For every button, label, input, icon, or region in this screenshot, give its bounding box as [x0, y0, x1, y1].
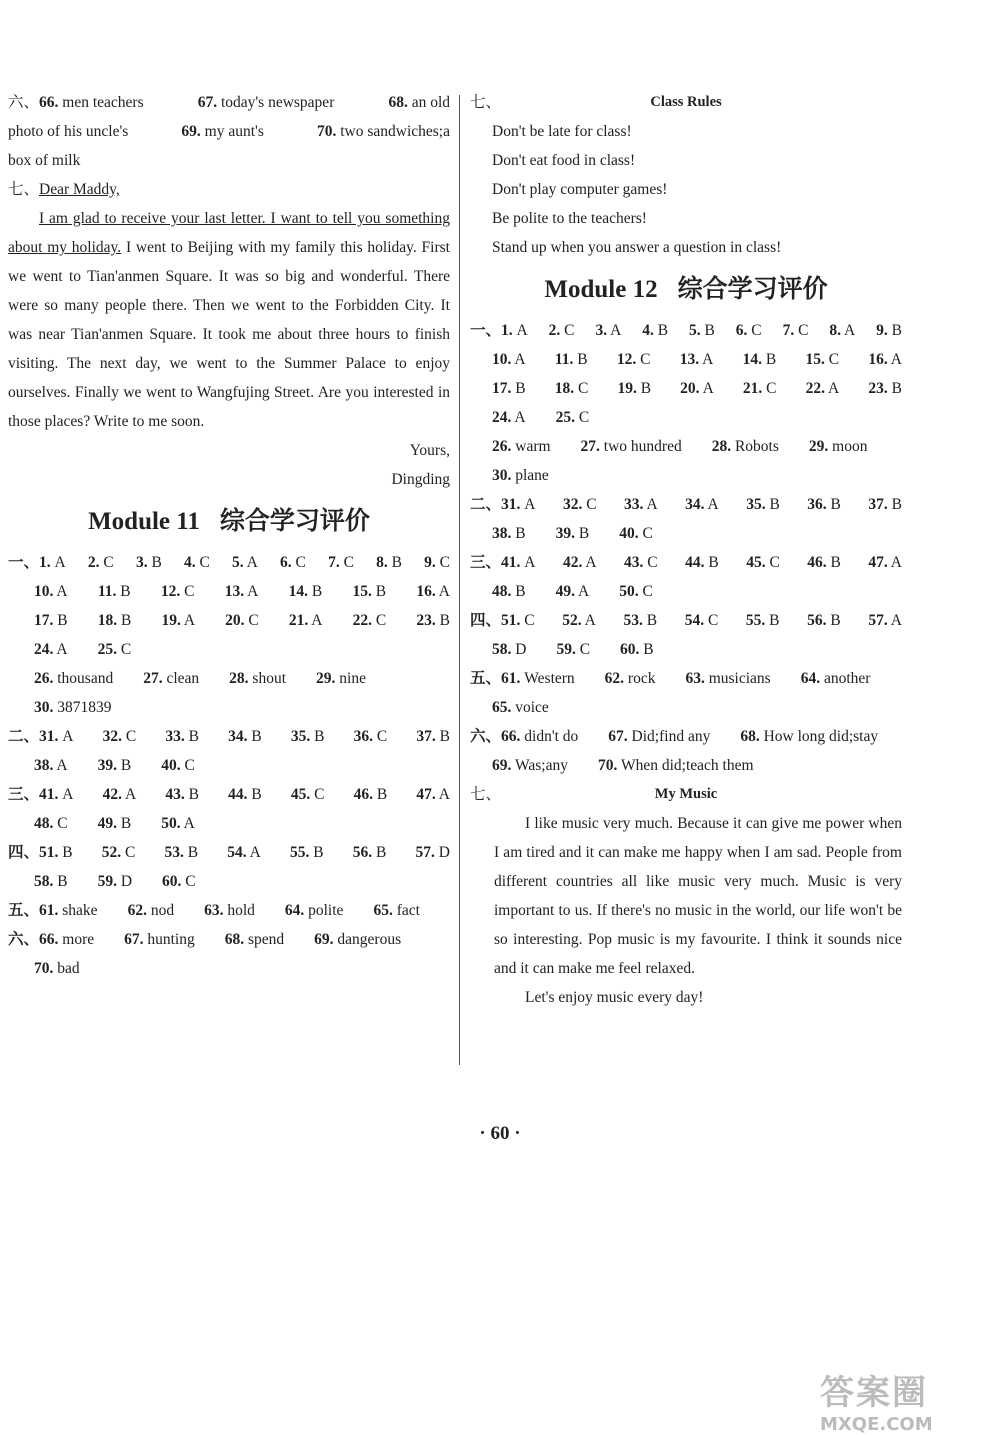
answer-item: 2. C	[548, 322, 575, 339]
answer-row	[8, 722, 450, 751]
answer-item: 7. C	[782, 322, 809, 339]
answer-item: 70. When did;teach them	[597, 757, 754, 774]
answer-row	[470, 693, 902, 722]
answer-item: 一、1. A	[8, 554, 66, 571]
answer-row	[8, 925, 450, 954]
answer-item: 43. C	[624, 554, 658, 571]
answer-item: 20. A	[680, 380, 714, 397]
class-rules-header: 七、 Class Rules	[470, 94, 722, 111]
answer-item: 53. B	[164, 844, 199, 861]
answer-item: 四、51. B	[8, 844, 73, 861]
answer-row	[8, 664, 450, 693]
module-12-answers	[470, 316, 902, 780]
module-11-heading: Module 11 综合学习评价	[88, 506, 370, 535]
answer-item: 15. C	[805, 351, 840, 368]
answer-item: 2. C	[87, 554, 114, 571]
answer-item: 27. two hundred	[580, 438, 682, 455]
class-rule-item: Don't eat food in class!	[492, 152, 636, 169]
answer-item: 4. C	[183, 554, 210, 571]
answer-item: 22. A	[805, 380, 840, 397]
answer-row	[8, 751, 450, 780]
s6-line-3: box of milk	[8, 152, 81, 169]
answer-row	[470, 635, 902, 664]
my-music-header: 七、 My Music	[470, 786, 718, 803]
answer-item: 52. C	[101, 844, 136, 861]
letter-closing: Yours,	[409, 442, 450, 459]
answer-row	[8, 577, 450, 606]
answer-item: 64. another	[800, 670, 871, 687]
answer-row	[8, 606, 450, 635]
answer-item: 35. B	[290, 728, 325, 745]
answer-item: 60. C	[162, 873, 196, 890]
answer-item: 63. musicians	[685, 670, 771, 687]
letter-signature: Dingding	[391, 471, 450, 488]
answer-row	[470, 519, 902, 548]
answer-item: 56. B	[807, 612, 841, 629]
answer-row	[470, 577, 902, 606]
answer-row	[8, 635, 450, 664]
answer-item: 65. fact	[373, 902, 420, 919]
answer-item: 26. warm	[492, 438, 551, 455]
answer-item: 23. B	[416, 612, 450, 629]
answer-item: 35. B	[746, 496, 780, 513]
answer-row	[470, 345, 902, 374]
answer-row	[470, 461, 902, 490]
answer-item: 二、31. A	[470, 496, 536, 513]
answer-item: 17. B	[34, 612, 68, 629]
answer-row	[8, 838, 450, 867]
answer-item: 一、1. A	[470, 322, 528, 339]
answer-item: 32. C	[102, 728, 137, 745]
answer-item: 55. B	[290, 844, 324, 861]
answer-item: 21. C	[742, 380, 777, 397]
module-11-answers	[8, 548, 450, 983]
answer-item: 34. A	[685, 496, 719, 513]
answer-item: 46. B	[353, 786, 388, 803]
answer-item: 27. clean	[143, 670, 200, 687]
column-divider	[459, 95, 460, 1065]
answer-item: 59. C	[556, 641, 591, 658]
answer-item: 15. B	[352, 583, 387, 600]
answer-item: 52. A	[562, 612, 596, 629]
answer-item: 58. B	[34, 873, 68, 890]
answer-row	[470, 664, 902, 693]
answer-item: 44. B	[685, 554, 719, 571]
answer-item: 14. B	[742, 351, 777, 368]
answer-row	[470, 490, 902, 519]
answer-item: 44. B	[228, 786, 262, 803]
answer-item: 59. D	[97, 873, 133, 890]
answer-item: 5. B	[689, 322, 715, 339]
answer-row	[8, 780, 450, 809]
answer-row	[470, 316, 902, 345]
answer-item: 13. A	[224, 583, 259, 600]
answer-item: 45. C	[290, 786, 325, 803]
answer-item: 70. bad	[34, 960, 80, 977]
answer-item: 16. A	[416, 583, 450, 600]
answer-item: 49. A	[555, 583, 590, 600]
answer-item: 30. plane	[492, 467, 549, 484]
answer-item: 45. C	[746, 554, 780, 571]
answer-item: 28. Robots	[711, 438, 779, 455]
answer-item: 29. nine	[316, 670, 366, 687]
answer-item: 28. shout	[229, 670, 287, 687]
answer-item: 37. B	[416, 728, 450, 745]
answer-item: 五、61. Western	[470, 670, 575, 687]
answer-item: 13. A	[679, 351, 714, 368]
answer-item: 16. A	[868, 351, 902, 368]
answer-item: 33. A	[624, 496, 658, 513]
answer-item: 68. spend	[224, 931, 285, 948]
answer-row	[470, 403, 902, 432]
answer-item: 26. thousand	[34, 670, 114, 687]
class-rule-item: Don't be late for class!	[492, 123, 632, 140]
answer-item: 8. A	[829, 322, 856, 339]
answer-item: 6. C	[735, 322, 762, 339]
answer-item: 67. Did;find any	[608, 728, 711, 745]
answer-item: 53. B	[623, 612, 658, 629]
answer-item: 58. D	[492, 641, 527, 658]
answer-item: 六、66. didn't do	[470, 728, 579, 745]
s6-line-1: 六、66. men teachers 67. today's newspaper 68. an old	[8, 94, 450, 111]
answer-item: 37. B	[868, 496, 902, 513]
answer-item: 67. hunting	[124, 931, 195, 948]
answer-item: 25. C	[97, 641, 132, 658]
answer-item: 12. C	[616, 351, 651, 368]
answer-item: 六、66. more	[8, 931, 95, 948]
answer-item: 25. C	[555, 409, 590, 426]
answer-item: 三、41. A	[8, 786, 74, 803]
answer-item: 68. How long did;stay	[740, 728, 879, 745]
answer-item: 23. B	[868, 380, 902, 397]
answer-item: 69. dangerous	[314, 931, 402, 948]
answer-item: 42. A	[562, 554, 597, 571]
answer-row	[8, 548, 450, 577]
answer-row	[470, 722, 902, 751]
answer-item: 56. B	[352, 844, 387, 861]
watermark-logo: 答案圈 MXQE.COM	[820, 1373, 933, 1435]
answer-item: 47. A	[868, 554, 902, 571]
answer-item: 4. B	[642, 322, 669, 339]
answer-item: 29. moon	[808, 438, 868, 455]
answer-item: 40. C	[619, 525, 653, 542]
answer-item: 18. C	[554, 380, 589, 397]
answer-item: 3. B	[135, 554, 162, 571]
answer-item: 24. A	[34, 641, 68, 658]
answer-item: 38. A	[34, 757, 68, 774]
answer-item: 40. C	[161, 757, 195, 774]
answer-row	[8, 896, 450, 925]
answer-item: 42. A	[102, 786, 137, 803]
answer-item: 65. voice	[492, 699, 549, 716]
answer-item: 14. B	[288, 583, 323, 600]
answer-item: 四、51. C	[470, 612, 535, 629]
answer-item: 8. B	[376, 554, 402, 571]
answer-row	[8, 867, 450, 896]
answer-item: 24. A	[492, 409, 526, 426]
class-rule-item: Don't play computer games!	[492, 181, 668, 198]
class-rules-list	[470, 117, 902, 262]
answer-item: 34. B	[228, 728, 262, 745]
answer-item: 10. A	[492, 351, 526, 368]
answer-item: 5. A	[232, 554, 258, 571]
page-number: · 60 ·	[479, 1123, 521, 1144]
answer-item: 55. B	[745, 612, 780, 629]
answer-item: 9. B	[876, 322, 902, 339]
answer-item: 48. C	[34, 815, 68, 832]
answer-item: 50. A	[161, 815, 195, 832]
answer-item: 48. B	[492, 583, 526, 600]
answer-item: 39. B	[555, 525, 590, 542]
answer-item: 69. Was;any	[492, 757, 568, 774]
answer-item: 47. A	[416, 786, 450, 803]
answer-item: 11. B	[554, 351, 588, 368]
answer-item: 57. D	[415, 844, 450, 861]
answer-item: 62. rock	[604, 670, 656, 687]
answer-item: 49. B	[97, 815, 132, 832]
answer-item: 二、31. A	[8, 728, 74, 745]
answer-item: 10. A	[34, 583, 68, 600]
left-column	[8, 88, 450, 983]
answer-item: 19. A	[161, 612, 196, 629]
answer-row	[8, 693, 450, 722]
answer-row	[8, 954, 450, 983]
s6-line-2: photo of his uncle's 69. my aunt's 70. two sandwiches;a	[8, 123, 450, 140]
answer-item: 54. A	[227, 844, 261, 861]
answer-item: 36. B	[807, 496, 841, 513]
answer-item: 54. C	[684, 612, 719, 629]
answer-item: 3. A	[595, 322, 622, 339]
answer-item: 43. B	[165, 786, 199, 803]
answer-item: 64. polite	[284, 902, 344, 919]
answer-item: 五、61. shake	[8, 902, 98, 919]
answer-item: 38. B	[492, 525, 526, 542]
answer-item: 57. A	[868, 612, 902, 629]
answer-row	[470, 432, 902, 461]
answer-row	[470, 606, 902, 635]
answer-item: 32. C	[562, 496, 597, 513]
answer-item: 30. 3871839	[34, 699, 112, 716]
answer-item: 39. B	[97, 757, 132, 774]
answer-row	[470, 374, 902, 403]
answer-item: 11. B	[97, 583, 131, 600]
answer-item: 50. C	[619, 583, 653, 600]
answer-item: 9. C	[424, 554, 450, 571]
answer-item: 46. B	[807, 554, 841, 571]
answer-item: 6. C	[280, 554, 306, 571]
answer-item: 17. B	[492, 380, 526, 397]
answer-item: 22. C	[352, 612, 387, 629]
answer-row	[470, 548, 902, 577]
module-12-heading: Module 12 综合学习评价	[544, 274, 828, 303]
answer-row	[8, 809, 450, 838]
answer-item: 33. B	[165, 728, 199, 745]
letter-body: I am glad to receive your last letter. I want to tell you something about my holiday. I went to Beijing with my family this holiday. First we went to Tian'anmen Square. It was so big and wonderful. There were so many people there. Then we went to the Forbidden City. It was near Tian'anmen Square. It took me about three hours to finish visiting. The next day, we went to the Summer Palace to enjoy ourselves. Finally we went to Wangfujing Street. Are you interested in those places? Write to me soon.	[8, 210, 450, 430]
answer-item: 36. C	[353, 728, 388, 745]
answer-item: 62. nod	[127, 902, 175, 919]
answer-item: 12. C	[160, 583, 195, 600]
answer-row	[470, 751, 902, 780]
answer-item: 19. B	[617, 380, 652, 397]
right-column	[470, 88, 902, 1012]
answer-item: 三、41. A	[470, 554, 536, 571]
answer-item: 63. hold	[204, 902, 255, 919]
answer-item: 20. C	[225, 612, 259, 629]
my-music-closing: Let's enjoy music every day!	[525, 989, 704, 1006]
class-rule-item: Stand up when you answer a question in class!	[492, 239, 782, 256]
letter-greeting: 七、Dear Maddy,	[8, 181, 120, 198]
answer-item: 18. B	[97, 612, 132, 629]
answer-item: 60. B	[620, 641, 654, 658]
answer-item: 21. A	[288, 612, 323, 629]
class-rule-item: Be polite to the teachers!	[492, 210, 647, 227]
my-music-body: I like music very much. Because it can give me power when I am tired and it can make me happy when I am sad. People from different countries all like music very much. Music is very important to us. If there's no music in the world, our life won't be so interesting. Pop music is my favourite. I think it sounds nice and it can make me feel relaxed.	[494, 815, 902, 977]
answer-item: 7. C	[328, 554, 354, 571]
